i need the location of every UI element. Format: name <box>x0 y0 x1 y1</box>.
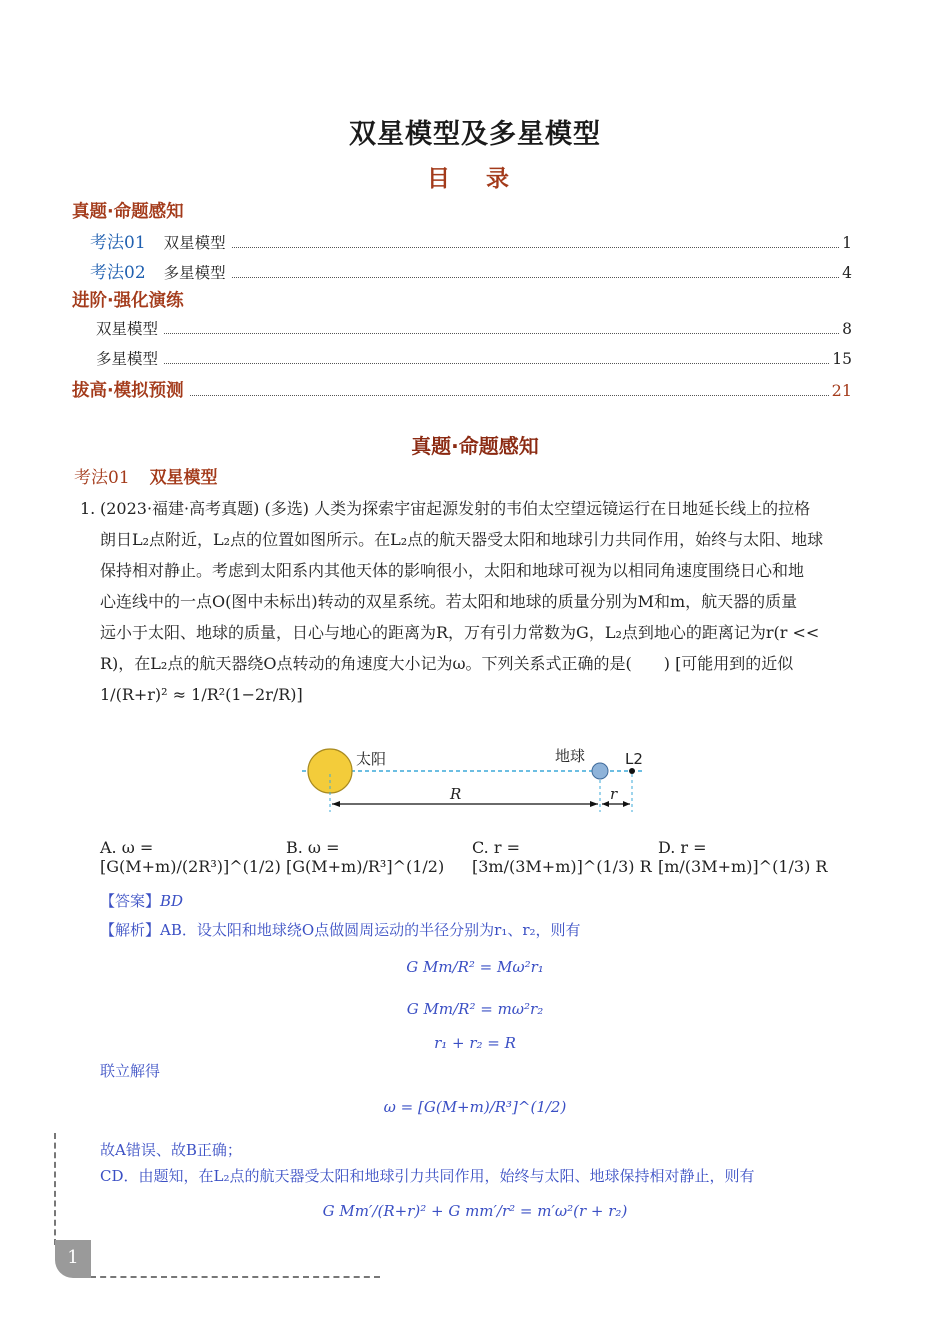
toc-section-3: 拔高·模拟预测 <box>72 381 184 401</box>
question-source: (2023·福建·高考真题) <box>100 499 260 518</box>
question-type: (多选) <box>264 499 309 518</box>
equation-4: ω = [G(M+m)/R³]^(1/2) <box>383 1098 567 1116</box>
toc-item-label: 多星模型 <box>96 350 159 368</box>
toc-item-tag: 考法01 <box>90 233 146 253</box>
toc-item-page: 15 <box>832 350 852 368</box>
arrow-head <box>590 801 598 807</box>
question-text: 人类为探索宇宙起源发射的韦伯太空望远镜运行在日地延长线上的拉格 <box>314 499 811 518</box>
toc-heading: 目 录 <box>426 166 523 192</box>
analysis-intro: AB．设太阳和地球绕O点做圆周运动的半径分别为r₁、r₂，则有 <box>160 921 581 939</box>
toc-leader <box>232 247 839 248</box>
option-c[interactable]: C. r = [3m/(3M+m)]^(1/3) R <box>472 838 652 876</box>
analysis-label: 【解析】 <box>100 921 161 939</box>
toc-item-4[interactable] <box>96 347 852 369</box>
question-line: 朗日L₂点附近，L₂点的位置如图所示。在L₂点的航天器受太阳和地球引力共同作用，始终与太阳、地球 <box>100 530 824 549</box>
arrow-head <box>332 801 340 807</box>
solve-text: 联立解得 <box>100 1062 161 1080</box>
toc-item-1[interactable] <box>90 228 852 253</box>
margin-dash-horizontal <box>90 1276 380 1278</box>
page-title: 双星模型及多星模型 <box>349 119 601 150</box>
subsection-tag: 考法01 <box>74 468 130 488</box>
question-body <box>100 493 880 710</box>
sun-label: 太阳 <box>356 750 387 768</box>
arrow-head <box>602 801 609 807</box>
toc-item-page: 4 <box>842 264 852 282</box>
toc-leader <box>232 277 839 278</box>
toc-item-5[interactable] <box>72 377 852 402</box>
section-heading: 真题·命题感知 <box>411 434 539 458</box>
margin-dash-vertical <box>54 1133 56 1245</box>
question-approximation: 1/(R+r)² ≈ 1/R²(1−2r/R)] <box>100 685 303 704</box>
toc-item-page: 8 <box>842 320 852 338</box>
equation-2: G Mm/R² = mω²r₂ <box>406 1000 544 1018</box>
toc-leader <box>164 333 839 334</box>
toc-item-label: 双星模型 <box>163 234 226 252</box>
conclusion-text: 故A错误、故B正确； <box>100 1141 242 1159</box>
toc-item-tag: 考法02 <box>90 263 146 283</box>
option-b[interactable]: B. ω = [G(M+m)/R³]^(1/2) <box>286 838 445 876</box>
question-line: R)，在L₂点的航天器绕O点转动的角速度大小记为ω。下列关系式正确的是( ) [可能用到的近似 <box>100 654 794 673</box>
question-line: 心连线中的一点O(图中未标出)转动的双星系统。若太阳和地球的质量分别为M和m，航天器的质量 <box>100 592 798 611</box>
answer-value: BD <box>160 892 184 910</box>
toc-section-2[interactable]: 进阶·强化演练 <box>72 291 184 311</box>
cd-text: CD．由题知，在L₂点的航天器受太阳和地球引力共同作用，始终与太阳、地球保持相对静止，则有 <box>100 1167 755 1185</box>
toc-item-3[interactable] <box>96 317 852 339</box>
toc-item-2[interactable] <box>90 258 852 283</box>
analysis-line <box>100 919 581 940</box>
toc-section-1[interactable]: 真题·命题感知 <box>72 202 184 222</box>
equation-3: r₁ + r₂ = R <box>434 1034 516 1052</box>
earth-label: 地球 <box>555 747 586 765</box>
page-number: 1 <box>55 1240 91 1278</box>
subsection-heading <box>74 463 218 488</box>
equation-5: G Mm′/(R+r)² + G mm′/r² = m′ω²(r + r₂) <box>322 1202 628 1220</box>
equation-1: G Mm/R² = Mω²r₁ <box>406 958 544 976</box>
answer-label: 【答案】 <box>100 892 161 910</box>
question-line: 保持相对静止。考虑到太阳系内其他天体的影响很小，太阳和地球可视为以相同角速度围绕日心和地 <box>100 561 805 580</box>
question-number: 1. <box>80 499 96 518</box>
l2-label: L2 <box>625 750 643 768</box>
subsection-name: 双星模型 <box>149 468 218 488</box>
l2-point-icon <box>629 768 635 774</box>
toc-leader <box>190 395 829 396</box>
toc-item-page: 21 <box>831 381 852 400</box>
arrow-head <box>623 801 630 807</box>
question-line: 远小于太阳、地球的质量，日心与地心的距离为R，万有引力常数为G，L₂点到地心的距离记为r(r << <box>100 623 820 642</box>
earth-icon <box>592 763 608 779</box>
question-line <box>100 493 880 524</box>
toc-leader <box>164 363 829 364</box>
answer-line <box>100 890 183 911</box>
R-label: R <box>450 785 462 803</box>
toc-item-page: 1 <box>842 234 852 252</box>
option-d[interactable]: D. r = [m/(3M+m)]^(1/3) R <box>658 838 828 876</box>
r-label: r <box>610 785 618 803</box>
toc-item-label: 多星模型 <box>163 264 226 282</box>
option-a[interactable]: A. ω = [G(M+m)/(2R³)]^(1/2) <box>100 838 281 876</box>
toc-item-label: 双星模型 <box>96 320 159 338</box>
orbit-diagram <box>298 740 658 814</box>
